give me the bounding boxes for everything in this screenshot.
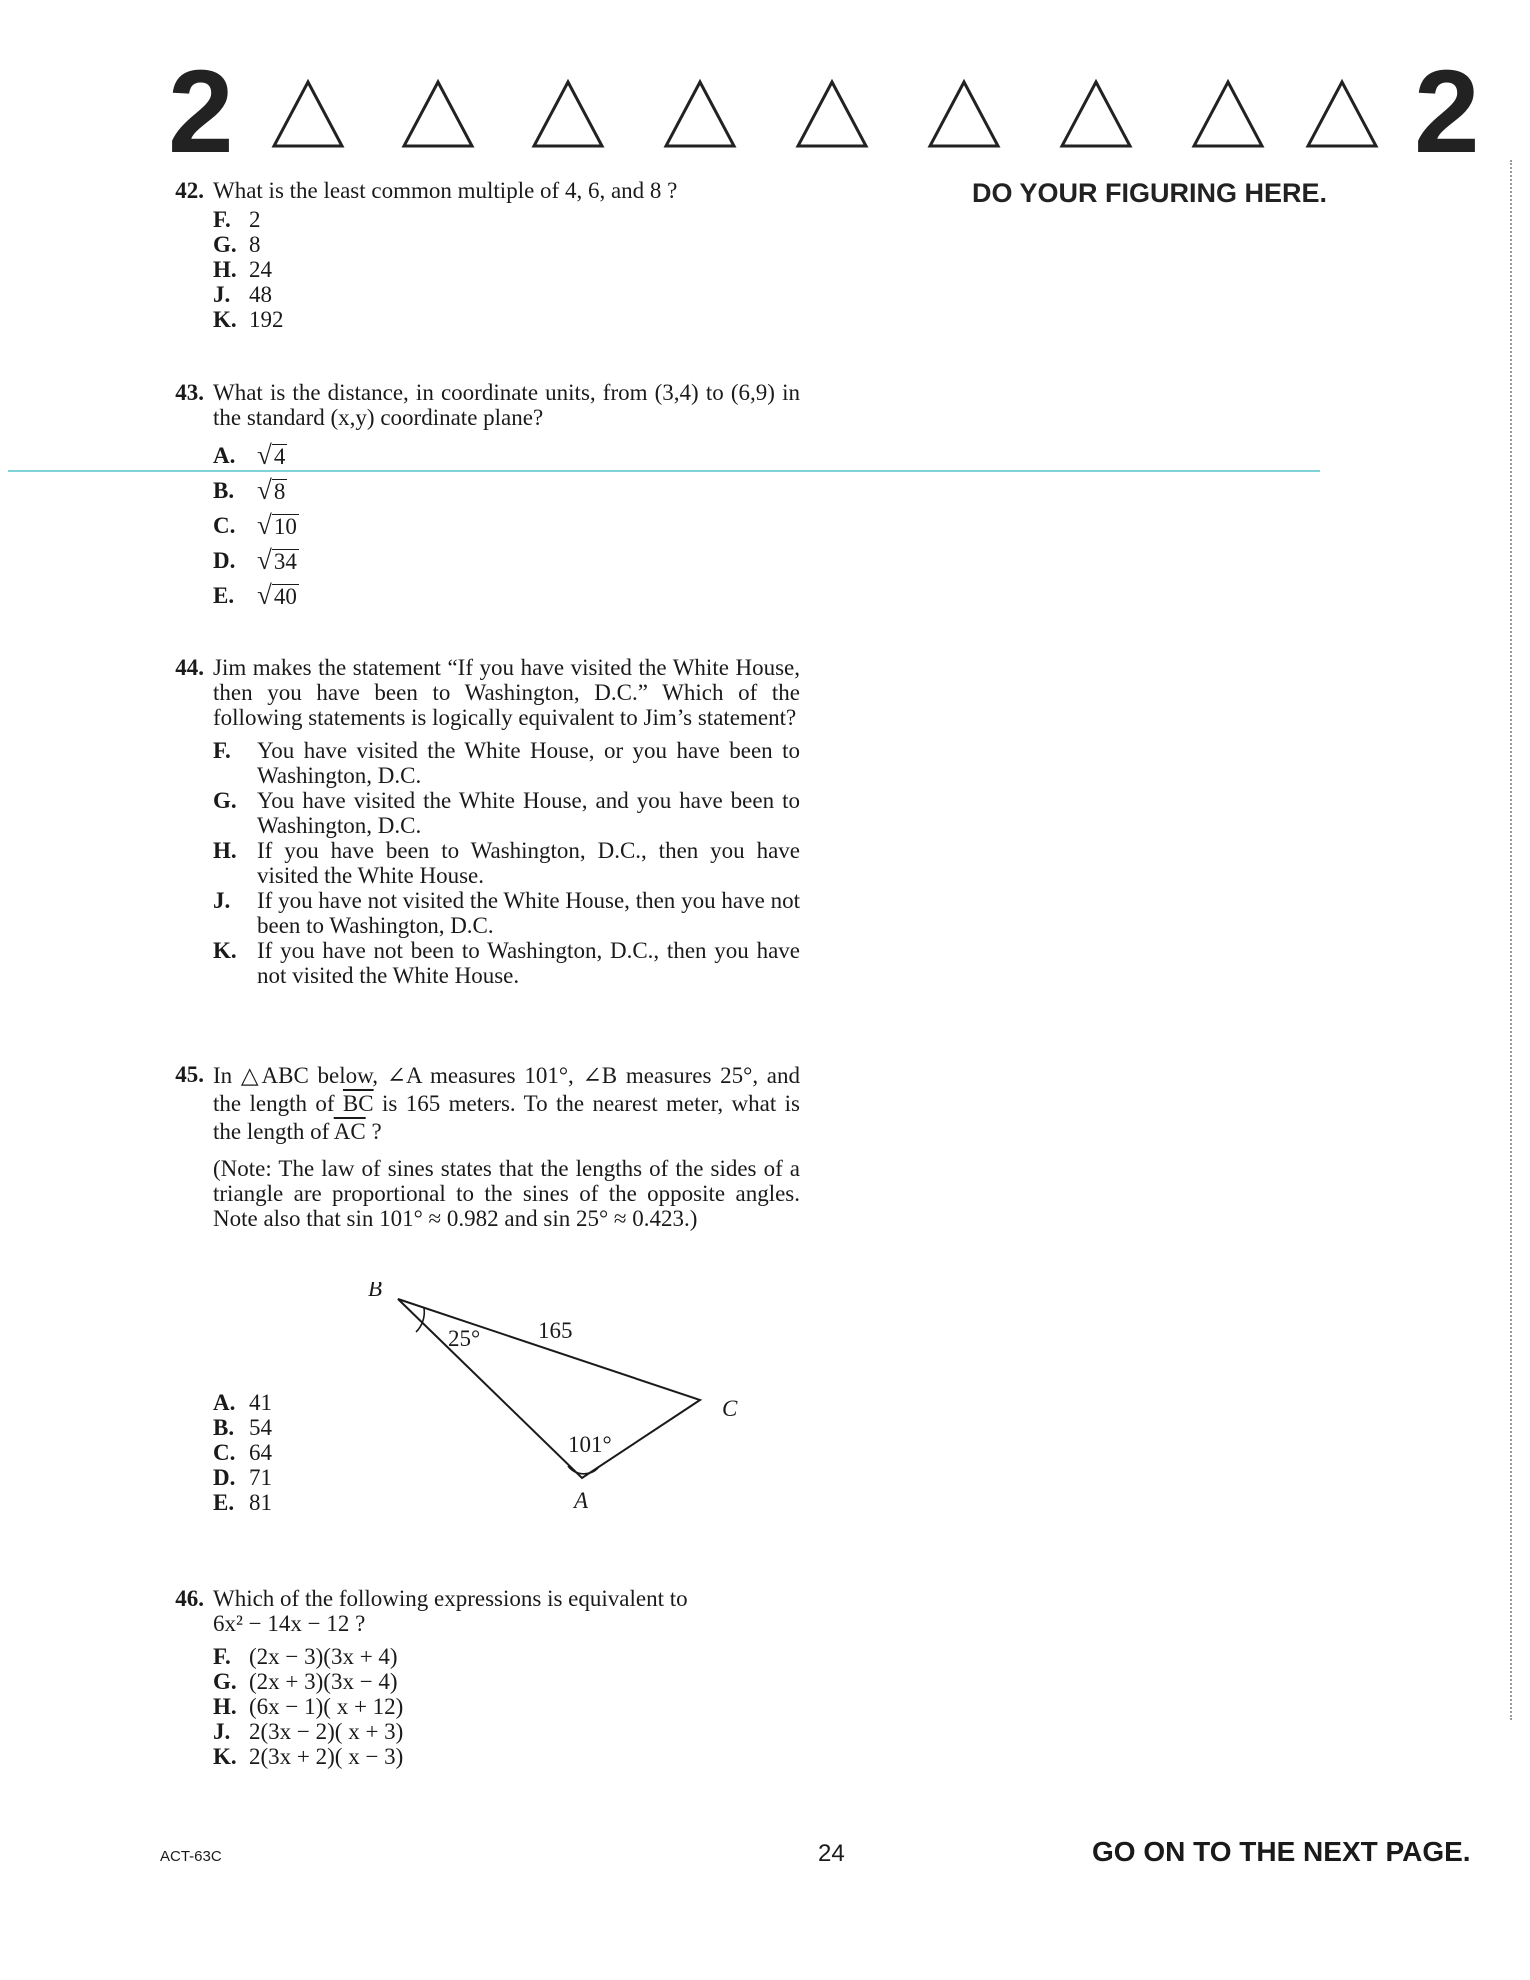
answer-option-f[interactable]: F. (2x − 3)(3x + 4) (213, 1644, 398, 1669)
answer-option-k[interactable]: K. If you have not been to Washington, D.C., then you have not visited the White House. (213, 938, 800, 988)
answer-options (213, 738, 800, 988)
answer-option-d[interactable]: D. √ 34 (213, 545, 297, 575)
answer-option-j[interactable]: J. If you have not visited the White House, then you have not been to Washington, D.C. (213, 888, 800, 938)
vertex-b-label: B (368, 1282, 383, 1301)
question-43 (160, 380, 800, 613)
radical-expression: √ 8 (257, 475, 286, 505)
answer-option-g[interactable]: G. (2x + 3)(3x − 4) (213, 1669, 398, 1694)
triangle-marker-icon (400, 78, 476, 150)
triangle-marker-icon (1058, 78, 1134, 150)
triangle-marker-icon (530, 78, 606, 150)
scan-edge-marks (1510, 160, 1515, 1720)
answer-option-a[interactable]: A. 41 (213, 1390, 272, 1415)
question-number: 42. (175, 178, 204, 203)
question-45-options (160, 1390, 800, 1515)
angle-b-label: 25° (448, 1326, 481, 1351)
vertex-c-label: C (722, 1396, 738, 1421)
section-number-right: 2 (1414, 46, 1480, 178)
radical-expression: √ 4 (257, 440, 286, 470)
answer-option-a[interactable]: A. √ 4 (213, 440, 286, 470)
triangle-marker-icon (794, 78, 870, 150)
answer-option-j[interactable]: J. 2(3x − 2)( x + 3) (213, 1719, 404, 1744)
question-stem: In △ABC below, ∠A measures 101°, ∠B measures 25°, and the length of $\overline{BC}$ is 165 meters. To the nearest meter, what is the length of $\overline{AC}$ ? (213, 1063, 800, 1144)
page-number: 24 (818, 1840, 845, 1867)
question-46 (160, 1586, 800, 1769)
answer-option-d[interactable]: D. 71 (213, 1465, 272, 1490)
question-number: 43. (175, 380, 204, 405)
scan-guide-line (8, 470, 1320, 472)
answer-options (213, 1644, 800, 1769)
answer-option-e[interactable]: E. √ 40 (213, 580, 297, 610)
radical-expression: √ 40 (257, 580, 297, 610)
answer-option-h[interactable]: H. 24 (213, 257, 272, 282)
triangle-marker-icon (926, 78, 1002, 150)
triangle-marker-icon (270, 78, 346, 150)
answer-options (213, 438, 800, 613)
answer-option-j[interactable]: J. 48 (213, 282, 272, 307)
answer-option-g[interactable]: G. 8 (213, 232, 261, 257)
law-of-sines-note: (Note: The law of sines states that the lengths of the sides of a triangle are proportional to the sines of the opposite angles. Note also that sin 101° ≈ 0.982 and sin 25° ≈ 0.423.) (213, 1156, 800, 1231)
triangle-marker-icon (1190, 78, 1266, 150)
question-stem: What is the least common multiple of 4, 6, and 8 ? (213, 178, 678, 203)
question-number: 46. (175, 1586, 204, 1611)
question-42 (160, 178, 800, 332)
answer-option-h[interactable]: H. If you have been to Washington, D.C., then you have visited the White House. (213, 838, 800, 888)
question-stem: What is the distance, in coordinate units, from (3,4) to (6,9) in the standard (x,y) coordinate plane? (213, 380, 800, 430)
next-page-notice: GO ON TO THE NEXT PAGE. (1092, 1836, 1471, 1867)
answer-option-k[interactable]: K. 192 (213, 307, 284, 332)
answer-option-c[interactable]: C. √ 10 (213, 510, 297, 540)
question-number: 45. (175, 1062, 204, 1087)
segment-ac: $\overline{AC}$ (333, 1119, 366, 1144)
question-number: 44. (175, 655, 204, 680)
section-triangle-markers (270, 78, 1380, 150)
answer-option-h[interactable]: H. (6x − 1)( x + 12) (213, 1694, 404, 1719)
answer-option-c[interactable]: C. 64 (213, 1440, 272, 1465)
answer-options (213, 1390, 800, 1515)
question-44 (160, 655, 800, 988)
triangle-marker-icon (662, 78, 738, 150)
form-code: ACT-63C (160, 1848, 222, 1865)
answer-option-e[interactable]: E. 81 (213, 1490, 272, 1515)
angle-a-label: 101° (568, 1432, 612, 1457)
question-45 (160, 1062, 800, 1231)
answer-option-f[interactable]: F. 2 (213, 207, 261, 232)
answer-option-b[interactable]: B. √ 8 (213, 475, 286, 505)
answer-options (213, 207, 800, 332)
question-stem: Which of the following expressions is equivalent to 6x² − 14x − 12 ? (213, 1586, 800, 1636)
radical-expression: √ 34 (257, 545, 297, 575)
triangle-marker-icon (1304, 78, 1380, 150)
segment-bc: $\overline{BC}$ (342, 1091, 374, 1116)
answer-option-g[interactable]: G. You have visited the White House, and you have been to Washington, D.C. (213, 788, 800, 838)
vertex-a-label: A (574, 1488, 589, 1513)
radical-expression: √ 10 (257, 510, 297, 540)
figuring-label: DO YOUR FIGURING HERE. (972, 178, 1328, 208)
question-stem: Jim makes the statement “If you have visited the White House, then you have been to Washington, D.C.” Which of the following statements is logically equivalent to Jim’s statement? (213, 655, 800, 730)
answer-option-k[interactable]: K. 2(3x + 2)( x − 3) (213, 1744, 404, 1769)
section-number-left: 2 (168, 46, 234, 178)
answer-option-b[interactable]: B. 54 (213, 1415, 272, 1440)
polynomial-expression: 6x² − 14x − 12 ? (213, 1611, 366, 1636)
side-bc-length-label: 165 (538, 1318, 573, 1343)
answer-option-f[interactable]: F. You have visited the White House, or you have been to Washington, D.C. (213, 738, 800, 788)
